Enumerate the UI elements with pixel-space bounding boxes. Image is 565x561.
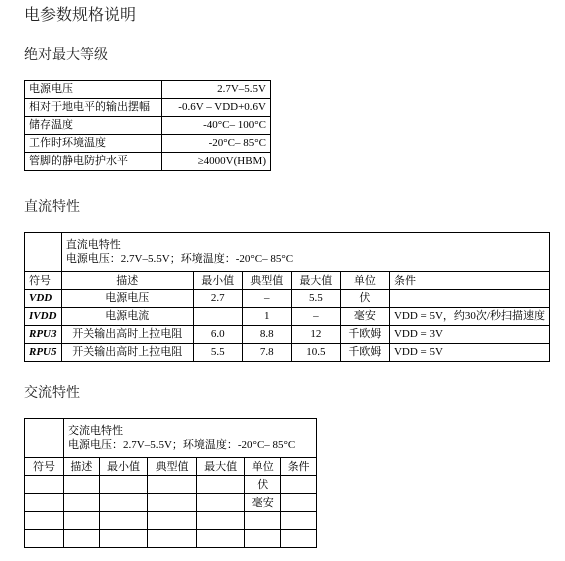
table-row [25, 326, 550, 344]
table-row [25, 344, 550, 362]
dc-desc-cell: 电源电流 [61, 308, 193, 326]
ac-empty-cell [64, 476, 100, 494]
ac-empty-cell [25, 512, 64, 530]
table-row [25, 153, 271, 171]
dc-column-header: 最大值 [291, 272, 340, 290]
dc-table-subtitle: 电源电压：2.7V–5.5V；环境温度：-20°C– 85°C [65, 253, 294, 265]
dc-unit-cell: 千欧姆 [340, 344, 389, 362]
dc-heading: 直流特性 [24, 199, 80, 215]
dc-max-cell: 5.5 [291, 290, 340, 308]
abs-value-cell: ≥4000V(HBM) [162, 153, 271, 171]
table-row [25, 512, 317, 530]
dc-typ-cell: 7.8 [242, 344, 291, 362]
ac-unit-cell: 伏 [245, 476, 281, 494]
ac-empty-cell [196, 512, 245, 530]
abs-label-cell: 工作时环境温度 [25, 135, 162, 153]
dc-symbol-cell: IVDD [25, 308, 62, 326]
table-row [25, 530, 317, 548]
ac-empty-cell [196, 530, 245, 548]
dc-cond-cell [389, 290, 549, 308]
dc-min-cell: 5.5 [193, 344, 242, 362]
ac-empty-cell [281, 530, 317, 548]
dc-typ-cell: 1 [242, 308, 291, 326]
ac-table [24, 418, 317, 548]
ac-heading: 交流特性 [24, 385, 80, 401]
ac-empty-cell [25, 476, 64, 494]
abs-label-cell: 管脚的静电防护水平 [25, 153, 162, 171]
dc-cond-cell: VDD = 5V，约30次/秒扫描速度 [389, 308, 549, 326]
ac-empty-cell [148, 512, 197, 530]
ac-empty-cell [196, 476, 245, 494]
dc-column-header: 典型值 [242, 272, 291, 290]
dc-corner-cell [25, 233, 62, 272]
ac-empty-cell [148, 494, 197, 512]
dc-min-cell: 6.0 [193, 326, 242, 344]
ac-empty-cell [99, 530, 148, 548]
dc-max-cell: – [291, 308, 340, 326]
abs-max-heading: 绝对最大等级 [24, 47, 108, 63]
ac-corner-cell [25, 419, 64, 458]
table-row [25, 135, 271, 153]
dc-typ-cell: – [242, 290, 291, 308]
ac-empty-cell [64, 494, 100, 512]
ac-empty-cell [25, 530, 64, 548]
abs-value-cell: -40°C– 100°C [162, 117, 271, 135]
table-row [25, 494, 317, 512]
dc-min-cell: 2.7 [193, 290, 242, 308]
dc-cond-cell: VDD = 3V [389, 326, 549, 344]
dc-column-header: 单位 [340, 272, 389, 290]
ac-empty-cell [281, 494, 317, 512]
dc-min-cell [193, 308, 242, 326]
ac-empty-cell [99, 512, 148, 530]
abs-label-cell: 储存温度 [25, 117, 162, 135]
dc-max-cell: 10.5 [291, 344, 340, 362]
dc-symbol-cell: VDD [25, 290, 62, 308]
abs-value-cell: 2.7V–5.5V [162, 81, 271, 99]
ac-column-header: 最小值 [99, 458, 148, 476]
table-row [25, 81, 271, 99]
dc-max-cell: 12 [291, 326, 340, 344]
ac-empty-cell [148, 476, 197, 494]
dc-column-header: 描述 [61, 272, 193, 290]
ac-empty-cell [196, 494, 245, 512]
page-title: 电参数规格说明 [24, 5, 137, 24]
ac-empty-cell [148, 530, 197, 548]
dc-typ-cell: 8.8 [242, 326, 291, 344]
ac-unit-cell [245, 512, 281, 530]
dc-table [24, 232, 550, 362]
table-row [25, 99, 271, 117]
dc-table-title-cell [61, 233, 549, 272]
ac-empty-cell [64, 530, 100, 548]
ac-table-title: 交流电特性 [68, 424, 123, 437]
abs-label-cell: 电源电压 [25, 81, 162, 99]
dc-symbol-cell: RPU3 [25, 326, 62, 344]
dc-column-header: 符号 [25, 272, 62, 290]
abs-label-cell: 相对于地电平的输出摆幅 [25, 99, 162, 117]
dc-desc-cell: 开关输出高时上拉电阻 [61, 326, 193, 344]
dc-unit-cell: 毫安 [340, 308, 389, 326]
ac-column-header: 条件 [281, 458, 317, 476]
abs-value-cell: -20°C– 85°C [162, 135, 271, 153]
dc-column-header: 最小值 [193, 272, 242, 290]
abs-max-table [24, 80, 271, 171]
ac-column-header: 符号 [25, 458, 64, 476]
dc-unit-cell: 伏 [340, 290, 389, 308]
dc-column-header: 条件 [389, 272, 549, 290]
dc-desc-cell: 电源电压 [61, 290, 193, 308]
ac-column-header: 最大值 [196, 458, 245, 476]
table-row [25, 308, 550, 326]
ac-table-title-cell [64, 419, 317, 458]
ac-empty-cell [99, 476, 148, 494]
dc-table-title: 直流电特性 [65, 238, 121, 251]
ac-empty-cell [64, 512, 100, 530]
ac-empty-cell [281, 476, 317, 494]
table-row [25, 476, 317, 494]
ac-column-header: 描述 [64, 458, 100, 476]
ac-column-header: 典型值 [148, 458, 197, 476]
ac-unit-cell [245, 530, 281, 548]
ac-table-subtitle: 电源电压：2.7V–5.5V；环境温度：-20°C– 85°C [68, 439, 296, 451]
ac-empty-cell [25, 494, 64, 512]
table-row [25, 117, 271, 135]
ac-empty-cell [281, 512, 317, 530]
ac-column-header: 单位 [245, 458, 281, 476]
table-row [25, 290, 550, 308]
dc-desc-cell: 开关输出高时上拉电阻 [61, 344, 193, 362]
ac-empty-cell [99, 494, 148, 512]
dc-cond-cell: VDD = 5V [389, 344, 549, 362]
dc-unit-cell: 千欧姆 [340, 326, 389, 344]
dc-symbol-cell: RPU5 [25, 344, 62, 362]
abs-value-cell: -0.6V – VDD+0.6V [162, 99, 271, 117]
ac-unit-cell: 毫安 [245, 494, 281, 512]
